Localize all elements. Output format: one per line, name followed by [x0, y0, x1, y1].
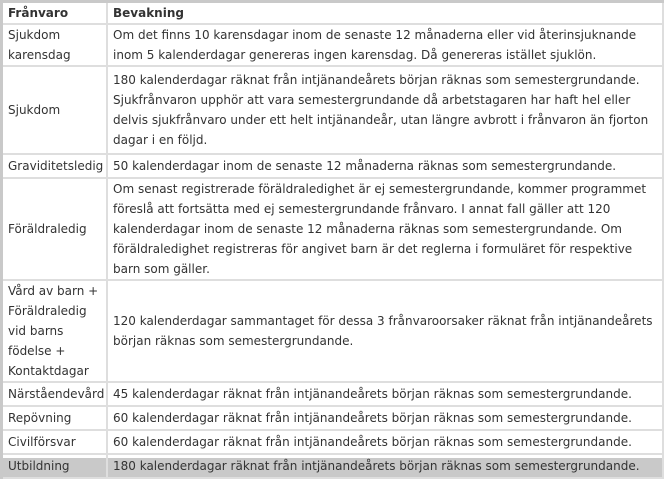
table-row [3, 430, 663, 454]
table-row [3, 66, 663, 154]
monitoring-cell: 45 kalenderdagar räknat från intjänandeårets början räknas som semestergrundande. [107, 382, 663, 406]
monitoring-cell: 180 kalenderdagar räknat från intjänandeårets början räknas som semestergrundande. [107, 454, 663, 478]
absence-cell: Utbildning [3, 454, 107, 478]
absence-cell: Sjukdom [3, 66, 107, 154]
table-row [3, 178, 663, 280]
monitoring-cell: 120 kalenderdagar sammantaget för dessa 3 frånvaroorsaker räknat från intjänandeårets början räknas som semestergrundande. [107, 280, 663, 382]
absence-rules-table [3, 3, 664, 479]
table-header-row [3, 3, 663, 24]
column-header-absence: Frånvaro [3, 3, 107, 24]
absence-cell: Repövning [3, 406, 107, 430]
monitoring-cell: 60 kalenderdagar räknat från intjänandeårets början räknas som semestergrundande. [107, 406, 663, 430]
table-row [3, 280, 663, 382]
absence-cell: Civilförsvar [3, 430, 107, 454]
monitoring-cell: Om det finns 10 karensdagar inom de senaste 12 månaderna eller vid återinsjuknande inom 5 kalenderdagar genereras ingen karensdag. Då genereras istället sjuklön. [107, 24, 663, 66]
table-row [3, 382, 663, 406]
absence-cell: Närståendevård [3, 382, 107, 406]
monitoring-cell: 50 kalenderdagar inom de senaste 12 månaderna räknas som semestergrundande. [107, 154, 663, 178]
monitoring-cell: Om senast registrerade föräldraledighet är ej semestergrundande, kommer programmet föreslå att fortsätta med ej semestergrundande frånvaro. I annat fall gäller att 120 kalenderdagar inom de senaste 12 månaderna räknas som semestergrundande. Om föräldraledighet registreras för angivet barn är det reglerna i formuläret för respektive barn som gäller. [107, 178, 663, 280]
absence-cell: Sjukdom karensdag [3, 24, 107, 66]
table-row [3, 454, 663, 478]
table-row [3, 24, 663, 66]
absence-cell: Vård av barn + Föräldraledig vid barns födelse + Kontaktdagar [3, 280, 107, 382]
absence-cell: Graviditetsledig [3, 154, 107, 178]
table-row [3, 406, 663, 430]
monitoring-cell: 180 kalenderdagar räknat från intjänandeårets början räknas som semestergrundande. Sjukfrånvaron upphör att vara semestergrundande då arbetstagaren har haft hel eller delvis sjukfrånvaro under ett helt intjänandeår, utan längre avbrott i frånvaron än fjorton dagar i en följd. [107, 66, 663, 154]
absence-cell: Föräldraledig [3, 178, 107, 280]
column-header-monitoring: Bevakning [107, 3, 663, 24]
table-row [3, 154, 663, 178]
monitoring-cell: 60 kalenderdagar räknat från intjänandeårets början räknas som semestergrundande. [107, 430, 663, 454]
document-frame [3, 3, 663, 473]
